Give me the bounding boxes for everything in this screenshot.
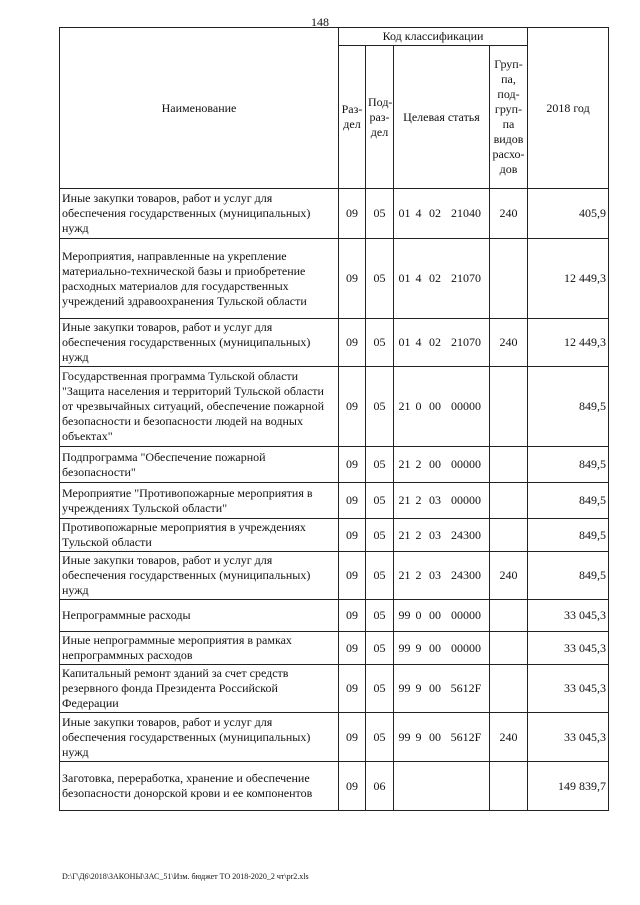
row-group (490, 447, 528, 483)
target-direction: 5612F (450, 729, 482, 744)
target-program: 99 (398, 608, 411, 622)
table-row (60, 762, 609, 811)
row-amount: 12 449,3 (528, 239, 609, 319)
table-row (60, 447, 609, 483)
target-program: 99 (398, 729, 411, 744)
target-program: 21 (398, 568, 411, 582)
target-measure: 00 (429, 640, 441, 655)
target-program: 21 (398, 493, 411, 507)
row-amount: 33 045,3 (528, 665, 609, 713)
table-row (60, 519, 609, 552)
row-name: Противопожарные мероприятия в учреждениях Тульской области (60, 519, 339, 552)
row-target-article (394, 239, 490, 319)
target-direction: 00000 (451, 493, 481, 507)
target-subprogram: 0 (415, 399, 422, 413)
row-target-article (394, 713, 490, 762)
table-row (60, 483, 609, 519)
row-amount: 849,5 (528, 519, 609, 552)
table-row (60, 189, 609, 239)
target-program: 21 (398, 527, 411, 542)
target-measure: 00 (429, 399, 441, 413)
target-direction: 00000 (451, 640, 481, 655)
row-subsection: 05 (366, 519, 394, 552)
header-target-article: Целевая статья (394, 46, 490, 189)
row-target-article (394, 665, 490, 713)
row-name: Мероприятия, направленные на укрепление материально-технической базы и приобретение расходных материалов для государственных учреждений здравоохранения Тульской области (60, 239, 339, 319)
row-subsection: 05 (366, 552, 394, 600)
row-name: Капитальный ремонт зданий за счет средств резервного фонда Президента Российской Федерации (60, 665, 339, 713)
table-row (60, 600, 609, 632)
row-name: Заготовка, переработка, хранение и обеспечение безопасности донорской крови и ее компонентов (60, 762, 339, 811)
row-group (490, 483, 528, 519)
header-section: Раз- дел (339, 46, 366, 189)
target-measure: 00 (429, 729, 441, 744)
header-year: 2018 год (528, 28, 609, 189)
row-target-article (394, 600, 490, 632)
row-subsection: 05 (366, 483, 394, 519)
budget-table (59, 27, 609, 811)
target-measure: 02 (429, 206, 441, 220)
row-section: 09 (339, 665, 366, 713)
row-subsection: 05 (366, 367, 394, 447)
row-amount: 33 045,3 (528, 600, 609, 632)
row-section: 09 (339, 519, 366, 552)
row-target-article (394, 447, 490, 483)
table-row (60, 552, 609, 600)
target-subprogram: 2 (415, 493, 422, 507)
target-direction: 24300 (451, 568, 481, 582)
row-name: Иные закупки товаров, работ и услуг для обеспечения государственных (муниципальных) нужд (60, 552, 339, 600)
row-name: Иные непрограммные мероприятия в рамках непрограммных расходов (60, 632, 339, 665)
row-subsection: 05 (366, 600, 394, 632)
table-row (60, 713, 609, 762)
target-subprogram: 9 (415, 640, 422, 655)
page-number: 148 (311, 15, 329, 29)
row-group: 240 (490, 319, 528, 367)
row-target-article (394, 319, 490, 367)
row-name: Непрограммные расходы (60, 600, 339, 632)
header-group: Груп- па, под- груп- па видов расхо- дов (490, 46, 528, 189)
target-measure: 02 (429, 271, 441, 285)
row-subsection: 05 (366, 319, 394, 367)
target-subprogram: 2 (415, 457, 422, 471)
target-measure: 03 (429, 527, 441, 542)
row-section: 09 (339, 189, 366, 239)
table-row (60, 239, 609, 319)
footer-file-path: D:\Г\Д6\2018\ЗАКОНЫ\ЗАС_51\Изм. бюджет ТО 2018-2020_2 чт\pr2.xls (62, 872, 309, 881)
row-group (490, 367, 528, 447)
row-amount: 149 839,7 (528, 762, 609, 811)
row-group (490, 632, 528, 665)
row-section: 09 (339, 319, 366, 367)
target-direction: 24300 (451, 527, 481, 542)
header-name: Наименование (60, 28, 339, 189)
target-subprogram: 9 (415, 681, 422, 695)
row-target-article (394, 519, 490, 552)
row-amount: 849,5 (528, 367, 609, 447)
row-section: 09 (339, 552, 366, 600)
row-amount: 33 045,3 (528, 632, 609, 665)
target-program: 01 (398, 271, 411, 285)
table-row (60, 319, 609, 367)
row-name: Государственная программа Тульской области "Защита населения и территорий Тульской области от чрезвычайных ситуаций, обеспечение пожарной безопасности и безопасности людей на водных объектах" (60, 367, 339, 447)
row-section: 09 (339, 600, 366, 632)
table-header (60, 28, 609, 189)
row-target-article (394, 483, 490, 519)
row-section: 09 (339, 447, 366, 483)
target-program: 99 (398, 681, 411, 695)
target-measure: 03 (429, 568, 441, 582)
target-measure: 00 (429, 457, 441, 471)
row-name: Иные закупки товаров, работ и услуг для обеспечения государственных (муниципальных) нужд (60, 319, 339, 367)
target-direction: 00000 (451, 399, 481, 413)
row-amount: 12 449,3 (528, 319, 609, 367)
row-amount: 849,5 (528, 447, 609, 483)
target-measure: 00 (429, 608, 441, 622)
row-target-article (394, 552, 490, 600)
row-target-article (394, 367, 490, 447)
row-group: 240 (490, 189, 528, 239)
row-group (490, 600, 528, 632)
row-name: Мероприятие "Противопожарные мероприятия в учреждениях Тульской области" (60, 483, 339, 519)
header-classification-code: Код классификации (339, 28, 528, 46)
row-name: Подпрограмма "Обеспечение пожарной безопасности" (60, 447, 339, 483)
row-group (490, 665, 528, 713)
target-measure: 02 (429, 335, 441, 349)
row-group (490, 519, 528, 552)
row-subsection: 05 (366, 189, 394, 239)
target-subprogram: 0 (415, 608, 422, 622)
row-amount: 405,9 (528, 189, 609, 239)
row-target-article (394, 762, 490, 811)
target-program: 99 (398, 640, 411, 655)
table-row (60, 632, 609, 665)
table-body (60, 189, 609, 811)
row-section: 09 (339, 483, 366, 519)
row-group (490, 762, 528, 811)
row-section: 09 (339, 762, 366, 811)
row-group: 240 (490, 713, 528, 762)
target-program: 21 (398, 457, 411, 471)
target-measure: 00 (429, 681, 441, 695)
row-subsection: 05 (366, 713, 394, 762)
row-group (490, 239, 528, 319)
target-subprogram: 2 (415, 527, 422, 542)
target-subprogram: 9 (415, 729, 422, 744)
row-section: 09 (339, 367, 366, 447)
row-subsection: 05 (366, 239, 394, 319)
row-target-article (394, 632, 490, 665)
row-subsection: 05 (366, 632, 394, 665)
row-name: Иные закупки товаров, работ и услуг для обеспечения государственных (муниципальных) нужд (60, 713, 339, 762)
target-measure: 03 (429, 493, 441, 507)
row-subsection: 06 (366, 762, 394, 811)
row-target-article (394, 189, 490, 239)
table-row (60, 367, 609, 447)
target-direction: 00000 (451, 457, 481, 471)
target-subprogram: 4 (415, 271, 422, 285)
row-subsection: 05 (366, 665, 394, 713)
header-subsection: Под- раз- дел (366, 46, 394, 189)
row-section: 09 (339, 632, 366, 665)
row-subsection: 05 (366, 447, 394, 483)
target-program: 21 (398, 399, 411, 413)
table-row (60, 665, 609, 713)
row-amount: 849,5 (528, 552, 609, 600)
target-program: 01 (398, 335, 411, 349)
target-program: 01 (398, 206, 411, 220)
row-group: 240 (490, 552, 528, 600)
target-direction: 21040 (451, 206, 481, 220)
row-section: 09 (339, 713, 366, 762)
target-direction: 21070 (451, 271, 481, 285)
target-direction: 00000 (451, 608, 481, 622)
row-section: 09 (339, 239, 366, 319)
target-direction: 21070 (451, 335, 481, 349)
row-amount: 849,5 (528, 483, 609, 519)
target-subprogram: 4 (415, 335, 422, 349)
target-direction: 5612F (450, 681, 482, 695)
row-name: Иные закупки товаров, работ и услуг для обеспечения государственных (муниципальных) нужд (60, 189, 339, 239)
target-subprogram: 2 (415, 568, 422, 582)
row-amount: 33 045,3 (528, 713, 609, 762)
target-subprogram: 4 (415, 206, 422, 220)
